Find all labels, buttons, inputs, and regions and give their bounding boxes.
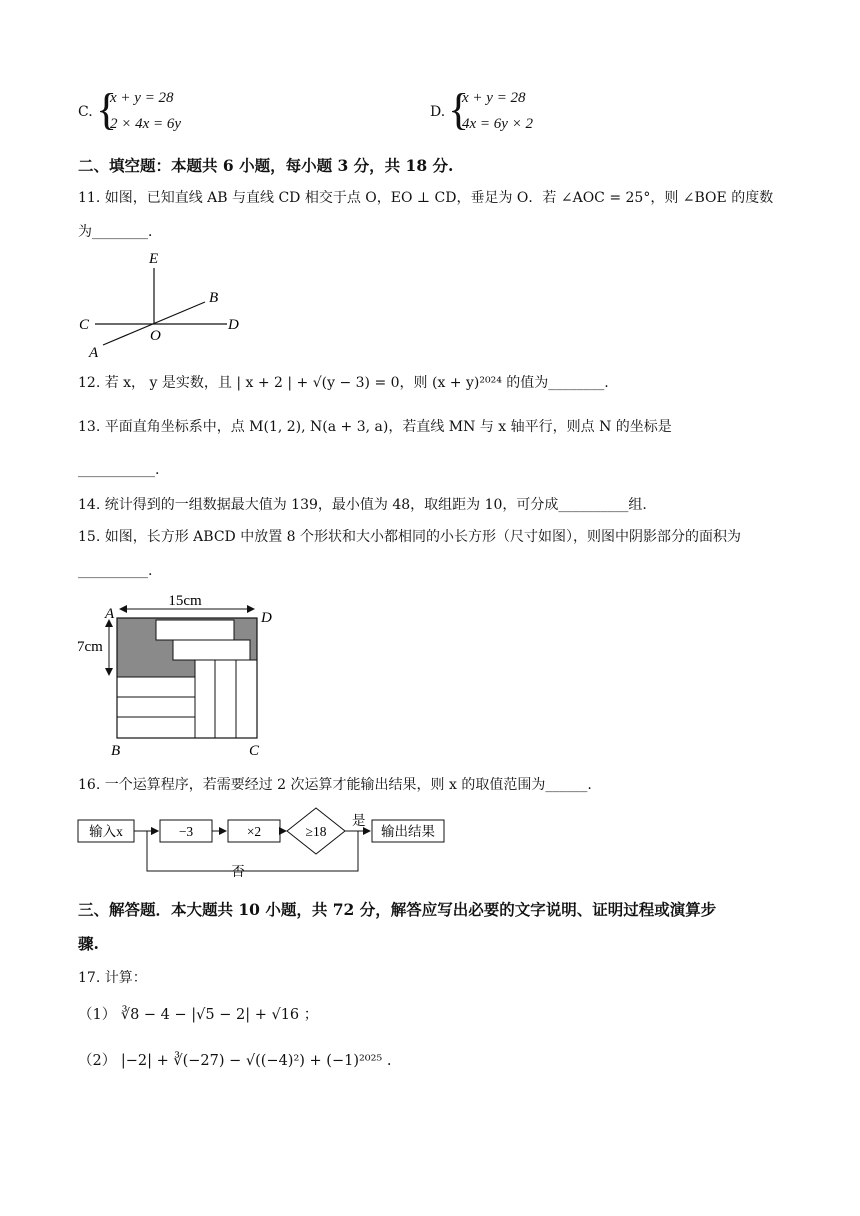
q12-text: 12. 若 x， y 是实数，且 | x + 2 | + √(y − 3) = 0，则 (x + y)²⁰²⁴ 的值为________.	[78, 375, 609, 391]
q15-line1: 15. 如图，长方形 ABCD 中放置 8 个形状和大小都相同的小长方形（尺寸如图），则图中阴影部分的面积为	[78, 529, 742, 545]
q10-option-d-brace: {	[448, 85, 470, 134]
q15-small-rect-vert1	[195, 660, 215, 738]
q13-line2: ___________.	[78, 462, 160, 478]
flow-op1-label: −3	[178, 824, 194, 839]
q11-label-c: C	[79, 317, 90, 333]
q15-figure	[75, 588, 290, 760]
q11-label-e: E	[149, 251, 159, 267]
section2-heading: 二、填空题：本题共 6 小题，每小题 3 分，共 18 分.	[78, 156, 454, 175]
flow-no-label: 否	[231, 864, 245, 879]
q15-height-label: 7cm	[77, 639, 103, 655]
q10-option-d-eq1: x + y = 28	[462, 90, 526, 106]
q10-option-c	[78, 85, 218, 140]
q10-option-c-eq1: x + y = 28	[110, 90, 174, 106]
q10-option-d-eq2: 4x = 6y × 2	[462, 116, 534, 132]
q17-part2: （2） |−2| + ∛(−27) − √((−4)²) + (−1)²⁰²⁵ .	[78, 1053, 392, 1069]
q15-small-rect-left3	[117, 717, 195, 738]
q17-intro: 17. 计算：	[78, 970, 147, 986]
section3-heading-line2: 骤.	[78, 934, 99, 953]
flow-op2-label: ×2	[246, 824, 262, 839]
q15-label-c: C	[249, 743, 260, 759]
q10-option-c-eq2: 2 × 4x = 6y	[110, 116, 182, 132]
q15-width-label: 15cm	[168, 593, 202, 609]
q11-label-o: O	[150, 328, 161, 344]
q11-line1: 11. 如图，已知直线 AB 与直线 CD 相交于点 O，EO ⊥ CD，垂足为 O．若 ∠AOC = 25°，则 ∠BOE 的度数	[78, 190, 774, 206]
q11-label-d: D	[228, 317, 239, 333]
q15-label-b: B	[111, 743, 121, 759]
q15-small-rect-top1	[156, 620, 234, 640]
q15-width-arrowhead-left	[119, 605, 127, 613]
q14-text: 14. 统计得到的一组数据最大值为 139，最小值为 48，取组距为 10，可分成__________组.	[78, 497, 647, 513]
q11-figure	[75, 244, 255, 364]
flow-input-label: 输入x	[89, 824, 123, 839]
q15-label-a: A	[105, 606, 115, 622]
flow-output-label: 输出结果	[381, 824, 435, 839]
section3-heading-line1: 三、解答题．本大题共 10 小题，共 72 分，解答应写出必要的文字说明、证明过程或演算步	[78, 900, 717, 919]
q15-label-d: D	[261, 610, 272, 626]
q10-option-c-label: C.	[78, 104, 93, 120]
q15-width-arrowhead-right	[247, 605, 255, 613]
q15-small-rect-vert2	[215, 660, 236, 738]
q17-part1: （1） ∛8 − 4 − |√5 − 2| + √16 ；	[78, 1007, 319, 1023]
q16-text: 16. 一个运算程序，若需要经过 2 次运算才能输出结果，则 x 的取值范围为______.	[78, 777, 592, 793]
q13-line1: 13. 平面直角坐标系中，点 M(1, 2), N(a + 3, a)，若直线 MN 与 x 轴平行，则点 N 的坐标是	[78, 419, 672, 435]
q15-height-arrowhead-bottom	[105, 668, 113, 676]
q15-small-rect-vert3	[236, 660, 257, 738]
q10-option-d	[430, 85, 570, 140]
flow-yes-label: 是	[352, 813, 366, 828]
q15-small-rect-top2	[173, 640, 250, 660]
q11-line2: 为________．	[78, 224, 162, 240]
q15-small-rect-left1	[117, 677, 195, 697]
q10-option-c-brace: {	[96, 85, 118, 134]
q15-small-rect-left2	[117, 697, 195, 717]
q15-line2: __________.	[78, 563, 153, 579]
flow-condition-label: ≥18	[305, 824, 327, 839]
q11-label-a: A	[89, 345, 99, 361]
q11-label-b: B	[209, 290, 219, 306]
q10-option-d-label: D.	[430, 104, 446, 120]
q16-flowchart	[76, 805, 456, 881]
